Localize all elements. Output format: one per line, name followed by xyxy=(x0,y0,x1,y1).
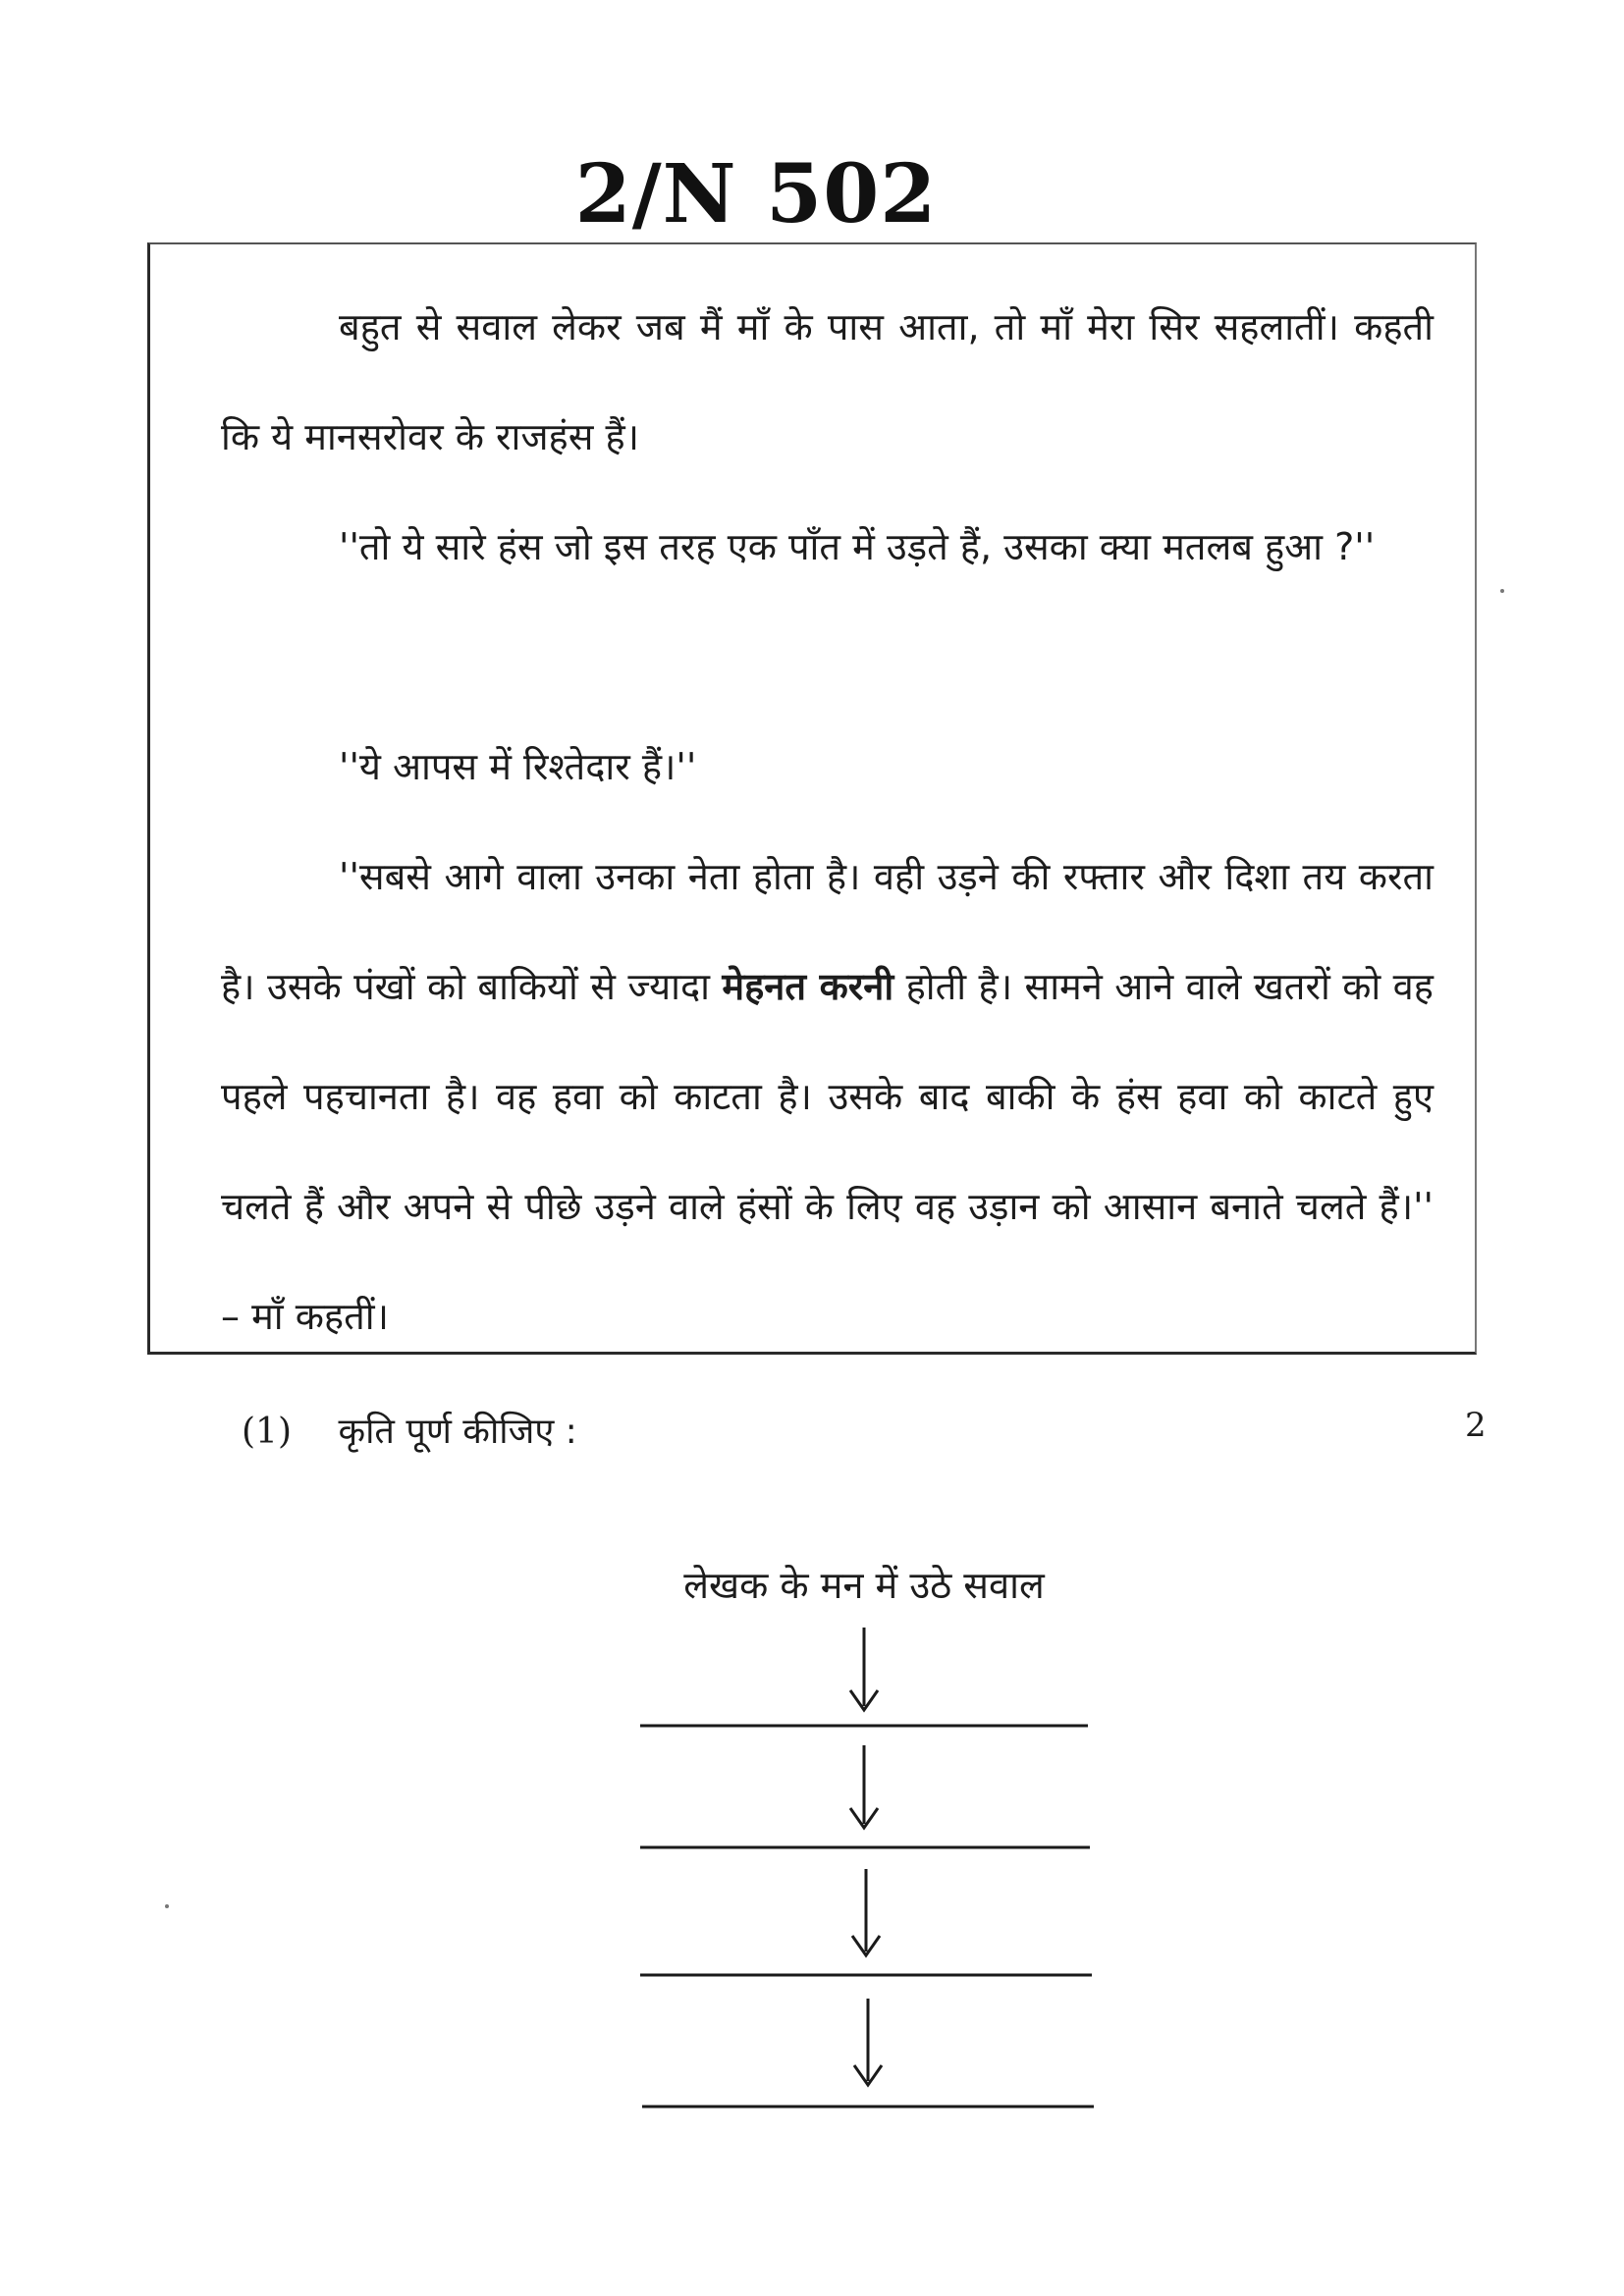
scan-speck xyxy=(1500,589,1504,593)
passage-paragraph-2: ''तो ये सारे हंस जो इस तरह एक पाँत में उड़ते हैं, उसका क्या मतलब हुआ ?'' xyxy=(339,525,1376,568)
flow-step-4 xyxy=(642,1999,1094,2107)
passage-paragraph-3: ''ये आपस में रिश्तेदार हैं।'' xyxy=(339,745,697,788)
question-prompt xyxy=(242,1406,577,1454)
paragraph-4-text-end: होती है। सामने आने वाले खतरों को वह पहले पहचानता है। वह हवा को काटता है। उसके बाद बाकी के हंस हवा को काटते हुए चलते हैं और अपने से पीछे उड़ने वाले हंसों के लिए वह उड़ान को आसान बनाते चलते हैं।'' – माँ कहतीं। xyxy=(221,965,1434,1338)
flow-step-2 xyxy=(640,1745,1090,1847)
flow-step-3 xyxy=(640,1869,1092,1975)
passage-paragraph-4 xyxy=(221,822,1434,1371)
page-code: 2/N 502 xyxy=(574,147,938,241)
scan-speck xyxy=(165,1904,169,1908)
passage-paragraph-1: बहुत से सवाल लेकर जब मैं माँ के पास आता, तो माँ मेरा सिर सहलातीं। कहती कि ये मानसरोवर के राजहंस हैं। xyxy=(221,305,1434,458)
paragraph-4-bold-text: मेहनत करनी xyxy=(722,965,894,1008)
question-number: (1) xyxy=(242,1412,292,1452)
flow-title: लेखक के मन में उठे सवाल xyxy=(683,1564,1045,1607)
flow-step-1 xyxy=(640,1628,1088,1726)
question-marks: 2 xyxy=(1465,1406,1487,1445)
passage-box xyxy=(147,242,1477,1355)
flow-diagram xyxy=(628,1610,1100,2140)
question-instruction: कृति पूर्ण कीजिए : xyxy=(338,1412,577,1452)
paragraph-4-text-start: ''सबसे आगे वाला उनका नेता होता है। वही उड़ने की रफ्तार और दिशा तय करता है। उसके पंखों को बाकियों से ज्यादा xyxy=(221,855,1434,1008)
